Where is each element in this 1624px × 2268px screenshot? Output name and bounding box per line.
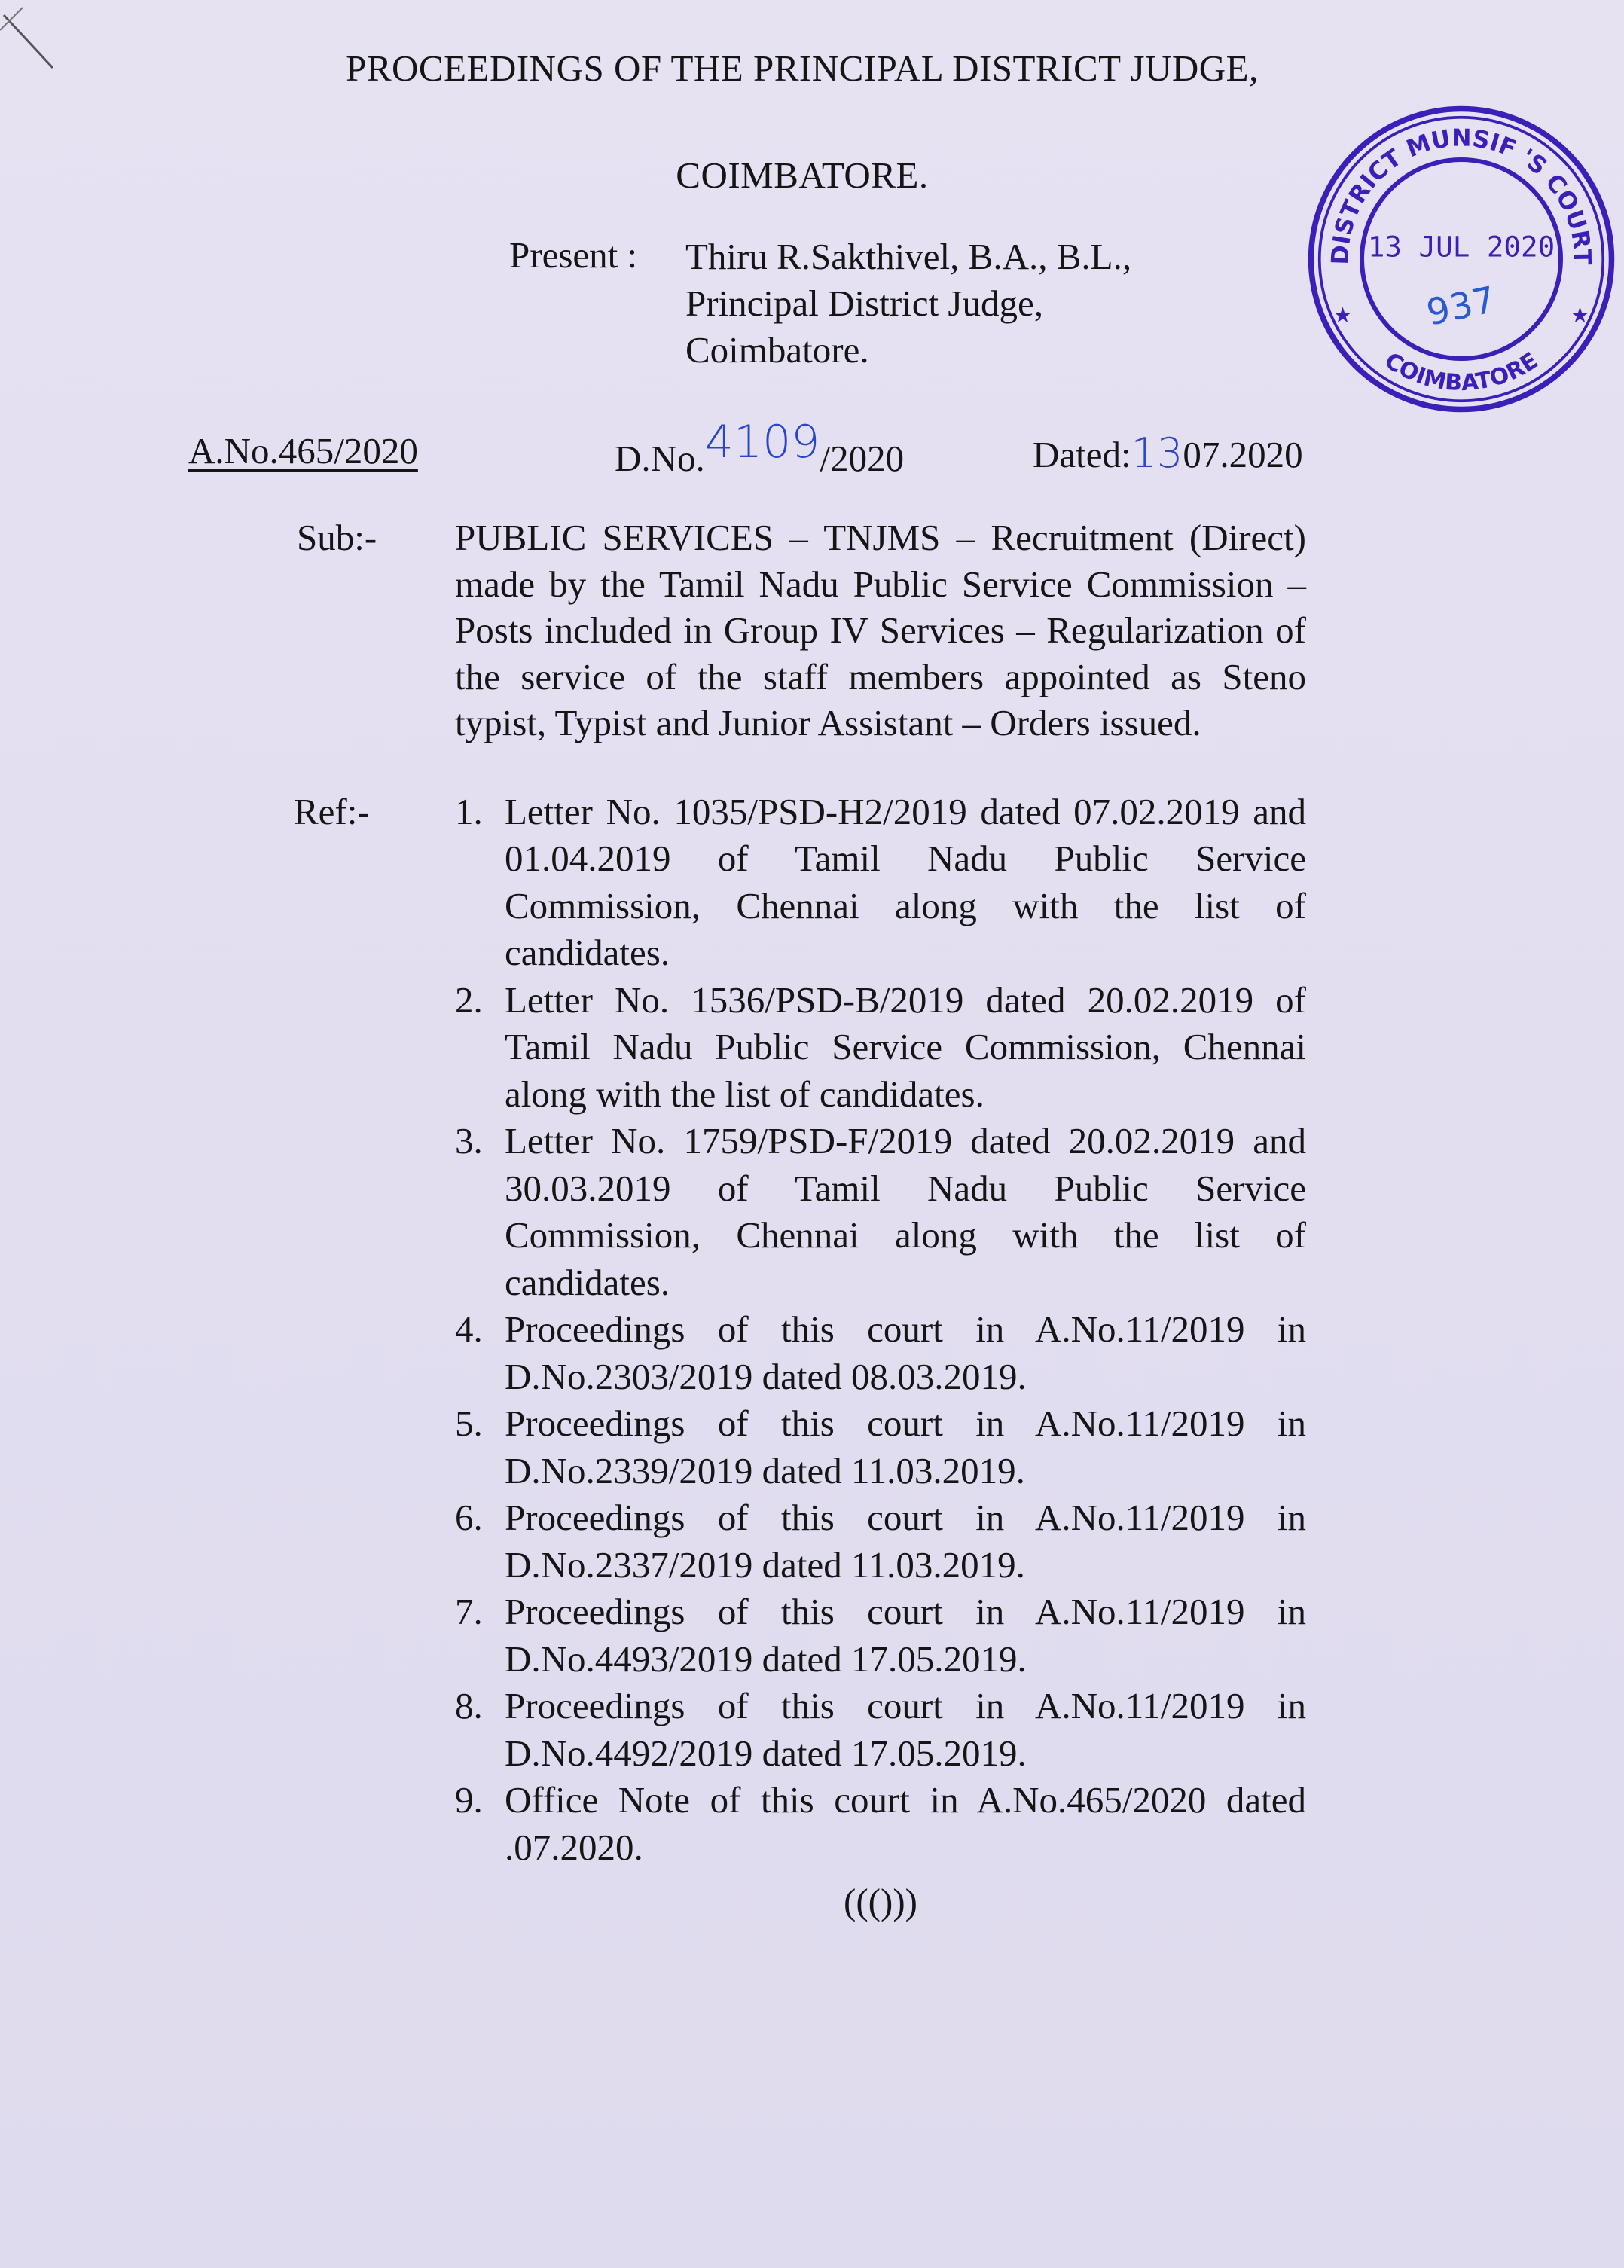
application-number: A.No.465/2020 (188, 430, 418, 472)
present-block (685, 234, 1131, 374)
reference-item (455, 1777, 1362, 1871)
subject-row (294, 514, 1306, 746)
reference-text: Office Note of this court in A.No.465/2020 dated .07.2020. (505, 1779, 1362, 1868)
reference-item (455, 1589, 1306, 1683)
reference-item (455, 1118, 1306, 1306)
reference-item (455, 1400, 1306, 1494)
dated (1033, 429, 1303, 477)
reference-item (455, 1494, 1306, 1589)
reference-text: Letter No. 1759/PSD-F/2019 dated 20.02.2019 and 30.03.2019 of Tamil Nadu Public Service Commission, Chennai along with the list of candidates. (505, 1120, 1306, 1303)
star-icon: ★ (1570, 304, 1590, 328)
reference-number: 4. (455, 1308, 483, 1350)
reference-item (455, 789, 1306, 977)
reference-item (455, 977, 1306, 1119)
reference-item (455, 1683, 1306, 1777)
reference-number: 1. (455, 790, 483, 832)
reference-number: 8. (455, 1685, 483, 1726)
reference-text: Letter No. 1035/PSD-H2/2019 dated 07.02.2019 and 01.04.2019 of Tamil Nadu Public Service Commission, Chennai along with the list of candidates. (505, 790, 1306, 973)
reference-text: Proceedings of this court in A.No.11/2019 in D.No.4493/2019 dated 17.05.2019. (505, 1591, 1306, 1680)
dated-suffix: 07.2020 (1183, 434, 1303, 475)
star-icon: ★ (1332, 304, 1353, 328)
reference-number: 7. (455, 1591, 483, 1632)
present-line: Coimbatore. (685, 329, 869, 371)
present-line: Principal District Judge, (685, 282, 1043, 324)
dated-prefix: Dated: (1033, 434, 1131, 475)
reference-number: 5. (455, 1403, 483, 1444)
reference-number: 3. (455, 1120, 483, 1161)
reference-text: Proceedings of this court in A.No.11/2019 in D.No.4492/2019 dated 17.05.2019. (505, 1685, 1306, 1774)
document-title-line2: COIMBATORE. (676, 154, 929, 196)
body-flow (294, 514, 1362, 1925)
reference-label: Ref:- (294, 790, 370, 832)
court-stamp (1303, 101, 1619, 417)
separator: ((())) (844, 1881, 917, 1922)
corner-mark (0, 0, 60, 75)
stamp-date: 13 JUL 2020 (1367, 230, 1555, 264)
reference-list (455, 789, 1362, 1872)
reference-text: Proceedings of this court in A.No.11/2019 in D.No.2339/2019 dated 11.03.2019. (505, 1403, 1306, 1491)
stamp-handwritten-number: 937 (1423, 278, 1500, 334)
subject-text: PUBLIC SERVICES – TNJMS – Recruitment (Direct) made by the Tamil Nadu Public Service Commission – Posts included in Group IV Services – Regularization of the service of the staff members appointed as Steno typist, Typist and Junior Assistant – Orders issued. (455, 517, 1306, 743)
reference-number: 2. (455, 978, 483, 1021)
d-no-suffix: /2020 (820, 438, 905, 479)
present-line: Thiru R.Sakthivel, B.A., B.L., (685, 236, 1132, 277)
reference-number: 6. (455, 1497, 483, 1538)
d-no-handwritten: 4109 (704, 416, 820, 469)
reference-text: Letter No. 1536/PSD-B/2019 dated 20.02.2019 of Tamil Nadu Public Service Commission, Chennai along with the list of candidates. (505, 978, 1306, 1115)
document-title-line1: PROCEEDINGS OF THE PRINCIPAL DISTRICT JUDGE, (346, 47, 1259, 89)
subject-label: Sub:- (297, 517, 377, 558)
stamp-top-text: DISTRICT MUNSIF 'S COURT (1326, 124, 1596, 266)
stamp-bottom-text: COIMBATORE (1379, 347, 1543, 397)
disposal-number (615, 416, 905, 482)
reference-item (455, 1306, 1306, 1400)
d-no-prefix: D.No. (615, 438, 705, 479)
reference-number: 9. (455, 1779, 483, 1821)
reference-row (294, 789, 1362, 1872)
reference-text: Proceedings of this court in A.No.11/2019 in D.No.2337/2019 dated 11.03.2019. (505, 1497, 1306, 1586)
present-label: Present : (509, 234, 638, 276)
dated-handwritten: 13 (1131, 429, 1183, 477)
reference-text: Proceedings of this court in A.No.11/2019 in D.No.2303/2019 dated 08.03.2019. (505, 1308, 1306, 1397)
